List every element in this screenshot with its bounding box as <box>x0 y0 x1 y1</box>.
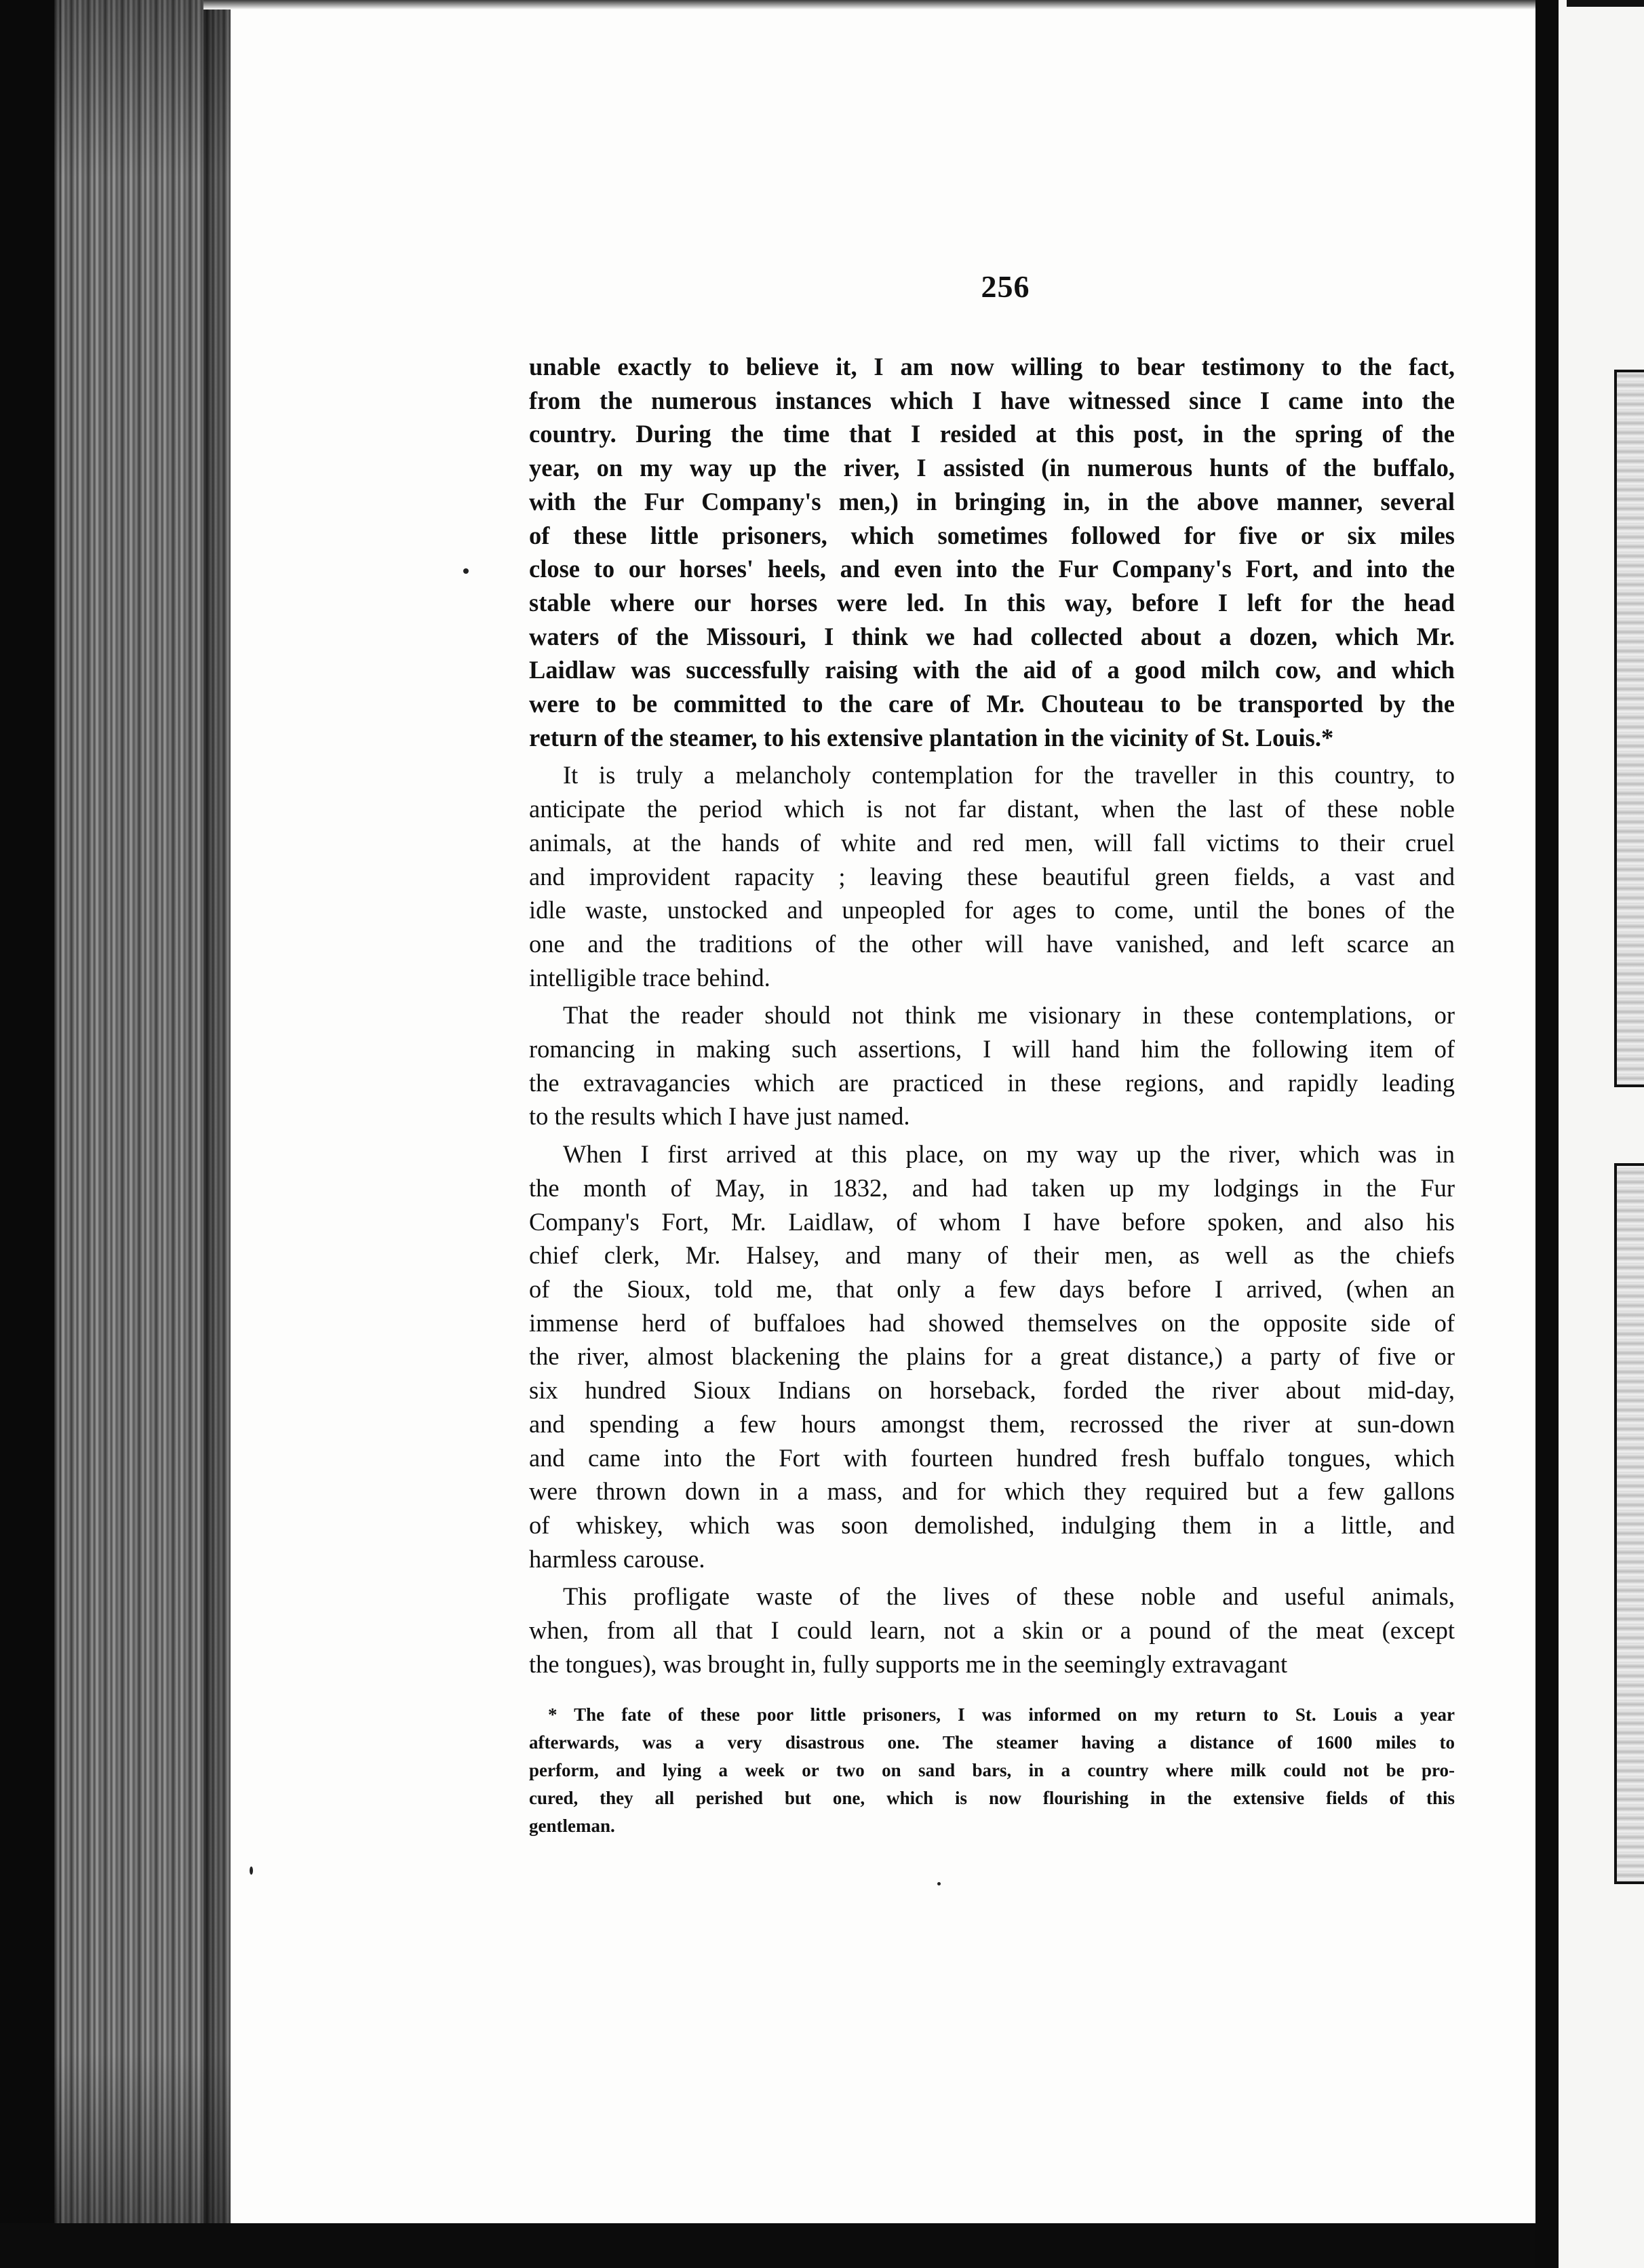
text-line: intelligible trace behind. <box>529 963 770 992</box>
text-line: year, on my way up the river, I assisted (in numerous hunts of the buffalo, <box>529 454 1455 482</box>
text-line: from the numerous instances which I have witnessed since I came into the <box>529 386 1455 414</box>
footnote-line: gentleman. <box>529 1816 615 1837</box>
text-line: the tongues), was brought in, fully supports me in the seemingly extravagant <box>529 1649 1288 1678</box>
text-line: the extravagancies which are practiced in these regions, and rapidly leading <box>529 1068 1455 1097</box>
text-line: six hundred Sioux Indians on horseback, forded the river about mid-day, <box>529 1376 1455 1405</box>
text-line: That the reader should not think me visionary in these contemplations, or <box>563 1001 1455 1030</box>
text-line: It is truly a melancholy contemplation for the traveller in this country, to <box>563 761 1455 789</box>
text-line: Company's Fort, Mr. Laidlaw, of whom I have before spoken, and also his <box>529 1207 1455 1236</box>
text-line: immense herd of buffaloes had showed themselves on the opposite side of <box>529 1308 1455 1337</box>
text-line: close to our horses' heels, and even into the Fur Company's Fort, and into the <box>529 555 1455 583</box>
footnote-line: cured, they all perished but one, which is now flourishing in the extensive fields of this <box>529 1788 1455 1809</box>
footnote-line: * The fate of these poor little prisoners, I was informed on my return to St. Louis a year <box>548 1704 1455 1725</box>
text-line: when, from all that I could learn, not a skin or a pound of the meat (except <box>529 1616 1455 1645</box>
body-paragraph <box>529 758 1455 994</box>
text-line: of whiskey, which was soon demolished, indulging them in a little, and <box>529 1510 1455 1539</box>
top-page-edge <box>203 0 1546 9</box>
text-line: one and the traditions of the other will have vanished, and left scarce an <box>529 929 1455 958</box>
page-number: 256 <box>981 269 1030 304</box>
spine-shadow <box>203 0 231 2231</box>
text-line: When I first arrived at this place, on my way up the river, which was in <box>563 1140 1455 1169</box>
footnote <box>529 1701 1455 1840</box>
text-line: stable where our horses were led. In this way, before I left for the head <box>529 588 1455 617</box>
facing-page-illustration-lower <box>1614 1163 1644 1884</box>
text-line: to the results which I have just named. <box>529 1102 910 1131</box>
ink-speck <box>463 568 469 574</box>
text-line: and improvident rapacity ; leaving these beautiful green fields, a vast and <box>529 862 1455 891</box>
text-line: anticipate the period which is not far distant, when the last of these noble <box>529 795 1455 823</box>
text-line: country. During the time that I resided at this post, in the spring of the <box>529 420 1455 448</box>
text-line: of the Sioux, told me, that only a few days before I arrived, (when an <box>529 1274 1455 1303</box>
body-paragraph <box>529 998 1455 1133</box>
text-line: were to be committed to the care of Mr. Chouteau to be transported by the <box>529 690 1455 718</box>
text-line: animals, at the hands of white and red men, will fall victims to their cruel <box>529 828 1455 857</box>
text-line: harmless carouse. <box>529 1544 705 1573</box>
text-line: of these little prisoners, which sometimes followed for five or six miles <box>529 521 1455 549</box>
right-spine-bar <box>1535 0 1559 2268</box>
facing-page-illustration-upper <box>1614 370 1644 1087</box>
body-paragraph <box>529 350 1455 754</box>
text-line: and spending a few hours amongst them, recrossed the river at sun-down <box>529 1409 1455 1438</box>
body-paragraph <box>529 1580 1455 1681</box>
text-line: romancing in making such assertions, I will hand him the following item of <box>529 1035 1455 1063</box>
facing-page-strip <box>1559 0 1644 2268</box>
text-line: were thrown down in a mass, and for which they required but a few gallons <box>529 1477 1455 1506</box>
ink-speck <box>937 1882 941 1885</box>
text-line: with the Fur Company's men,) in bringing in, in the above manner, several <box>529 487 1455 515</box>
left-gutter-shadow <box>0 0 61 2268</box>
footnote-line: afterwards, was a very disastrous one. The steamer having a distance of 1600 miles to <box>529 1732 1455 1753</box>
bottom-scan-border <box>0 2223 1644 2268</box>
text-line: and came into the Fort with fourteen hundred fresh buffalo tongues, which <box>529 1443 1455 1472</box>
text-line: idle waste, unstocked and unpeopled for ages to come, until the bones of the <box>529 896 1455 924</box>
text-line: the river, almost blackening the plains for a great distance,) a party of five or <box>529 1342 1455 1371</box>
page-text-block <box>529 271 1455 1840</box>
text-line: chief clerk, Mr. Halsey, and many of their men, as well as the chiefs <box>529 1241 1455 1270</box>
text-line: waters of the Missouri, I think we had collected about a dozen, which Mr. <box>529 622 1455 650</box>
body-text <box>529 350 1455 1681</box>
body-paragraph <box>529 1137 1455 1576</box>
facing-page-top-border <box>1567 0 1644 7</box>
text-line: the month of May, in 1832, and had taken up my lodgings in the Fur <box>529 1173 1455 1202</box>
text-line: Laidlaw was successfully raising with the aid of a good milch cow, and which <box>529 656 1455 684</box>
ink-speck <box>250 1866 253 1875</box>
footnote-line: perform, and lying a week or two on sand bars, in a country where milk could not be pro- <box>529 1760 1455 1781</box>
text-line: This profligate waste of the lives of these noble and useful animals, <box>563 1582 1455 1611</box>
text-line: unable exactly to believe it, I am now willing to bear testimony to the fact, <box>529 353 1455 380</box>
text-line: return of the steamer, to his extensive plantation in the vicinity of St. Louis.* <box>529 723 1334 751</box>
